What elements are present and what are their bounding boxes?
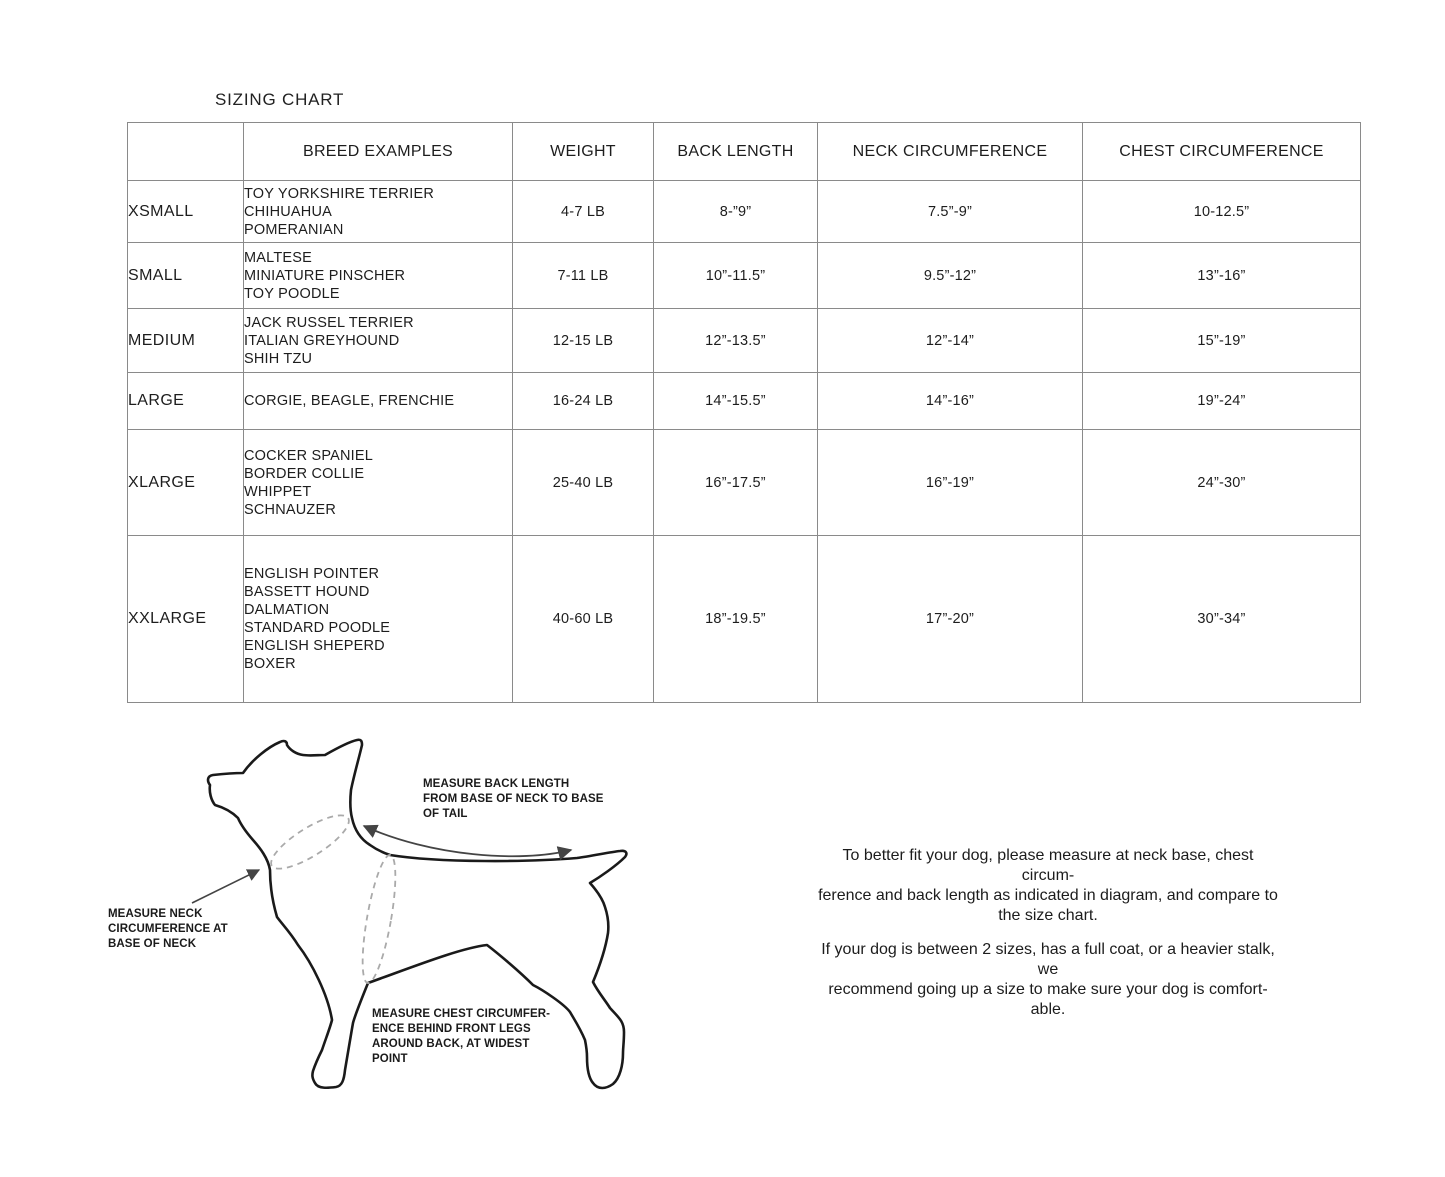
table-row — [128, 309, 1361, 373]
table-row — [128, 181, 1361, 243]
breed-cell: TOY YORKSHIRE TERRIER CHIHUAHUA POMERANIAN — [244, 181, 513, 243]
breed-cell: MALTESE MINIATURE PINSCHER TOY POODLE — [244, 243, 513, 309]
weight-cell: 4-7 LB — [513, 181, 654, 243]
weight-cell: 7-11 LB — [513, 243, 654, 309]
back-length-cell: 18”-19.5” — [654, 536, 818, 703]
neck-measure-label: MEASURE NECK CIRCUMFERENCE AT BASE OF NECK — [108, 908, 228, 950]
header-chest-circumference: CHEST CIRCUMFERENCE — [1083, 123, 1361, 181]
dog-measurement-diagram — [100, 720, 680, 1120]
header-breed-examples: BREED EXAMPLES — [244, 123, 513, 181]
neck-pointer-arrow — [192, 870, 259, 903]
header-size — [128, 123, 244, 181]
table-row — [128, 373, 1361, 430]
back-length-cell: 16”-17.5” — [654, 430, 818, 536]
weight-cell: 16-24 LB — [513, 373, 654, 430]
chest-circumference-cell: 15”-19” — [1083, 309, 1361, 373]
neck-circumference-cell: 16”-19” — [818, 430, 1083, 536]
back-length-cell: 10”-11.5” — [654, 243, 818, 309]
fitting-note-measure: To better fit your dog, please measure at neck base, chest circum- ference and back length as indicated in diagram, and compare to the size chart. — [818, 847, 1278, 924]
chest-circumference-cell: 13”-16” — [1083, 243, 1361, 309]
table-row — [128, 243, 1361, 309]
header-weight: WEIGHT — [513, 123, 654, 181]
table-row — [128, 536, 1361, 703]
page-title: SIZING CHART — [215, 90, 345, 109]
weight-cell: 40-60 LB — [513, 536, 654, 703]
table-header-row — [128, 123, 1361, 181]
weight-cell: 12-15 LB — [513, 309, 654, 373]
neck-circumference-cell: 14”-16” — [818, 373, 1083, 430]
header-neck-circumference: NECK CIRCUMFERENCE — [818, 123, 1083, 181]
size-cell: XSMALL — [128, 181, 244, 243]
table-row — [128, 430, 1361, 536]
chest-circumference-cell: 19”-24” — [1083, 373, 1361, 430]
chest-measure-label: MEASURE CHEST CIRCUMFER- ENCE BEHIND FRONT LEGS AROUND BACK, AT WIDEST POINT — [372, 1008, 551, 1065]
chest-circumference-cell: 30”-34” — [1083, 536, 1361, 703]
chest-circumference-cell: 24”-30” — [1083, 430, 1361, 536]
back-length-arrow — [364, 826, 571, 856]
breed-cell: CORGIE, BEAGLE, FRENCHIE — [244, 373, 513, 430]
size-cell: XXLARGE — [128, 536, 244, 703]
neck-circumference-cell: 17”-20” — [818, 536, 1083, 703]
neck-circumference-cell: 12”-14” — [818, 309, 1083, 373]
chest-circumference-cell: 10-12.5” — [1083, 181, 1361, 243]
back-length-cell: 14”-15.5” — [654, 373, 818, 430]
size-cell: LARGE — [128, 373, 244, 430]
sizing-chart-table — [127, 122, 1361, 703]
breed-cell: ENGLISH POINTER BASSETT HOUND DALMATION STANDARD POODLE ENGLISH SHEPERD BOXER — [244, 536, 513, 703]
fitting-notes — [818, 846, 1278, 1020]
header-back-length: BACK LENGTH — [654, 123, 818, 181]
size-cell: MEDIUM — [128, 309, 244, 373]
fitting-note-between-sizes: If your dog is between 2 sizes, has a full coat, or a heavier stalk, we recommend going up a size to make sure your dog is comfort- able. — [821, 941, 1275, 1018]
breed-cell: COCKER SPANIEL BORDER COLLIE WHIPPET SCHNAUZER — [244, 430, 513, 536]
back-length-cell: 8-”9” — [654, 181, 818, 243]
neck-circumference-cell: 9.5”-12” — [818, 243, 1083, 309]
breed-cell: JACK RUSSEL TERRIER ITALIAN GREYHOUND SHIH TZU — [244, 309, 513, 373]
size-cell: SMALL — [128, 243, 244, 309]
size-cell: XLARGE — [128, 430, 244, 536]
back-length-measure-label: MEASURE BACK LENGTH FROM BASE OF NECK TO BASE OF TAIL — [423, 778, 604, 820]
back-length-cell: 12”-13.5” — [654, 309, 818, 373]
neck-circumference-cell: 7.5”-9” — [818, 181, 1083, 243]
weight-cell: 25-40 LB — [513, 430, 654, 536]
